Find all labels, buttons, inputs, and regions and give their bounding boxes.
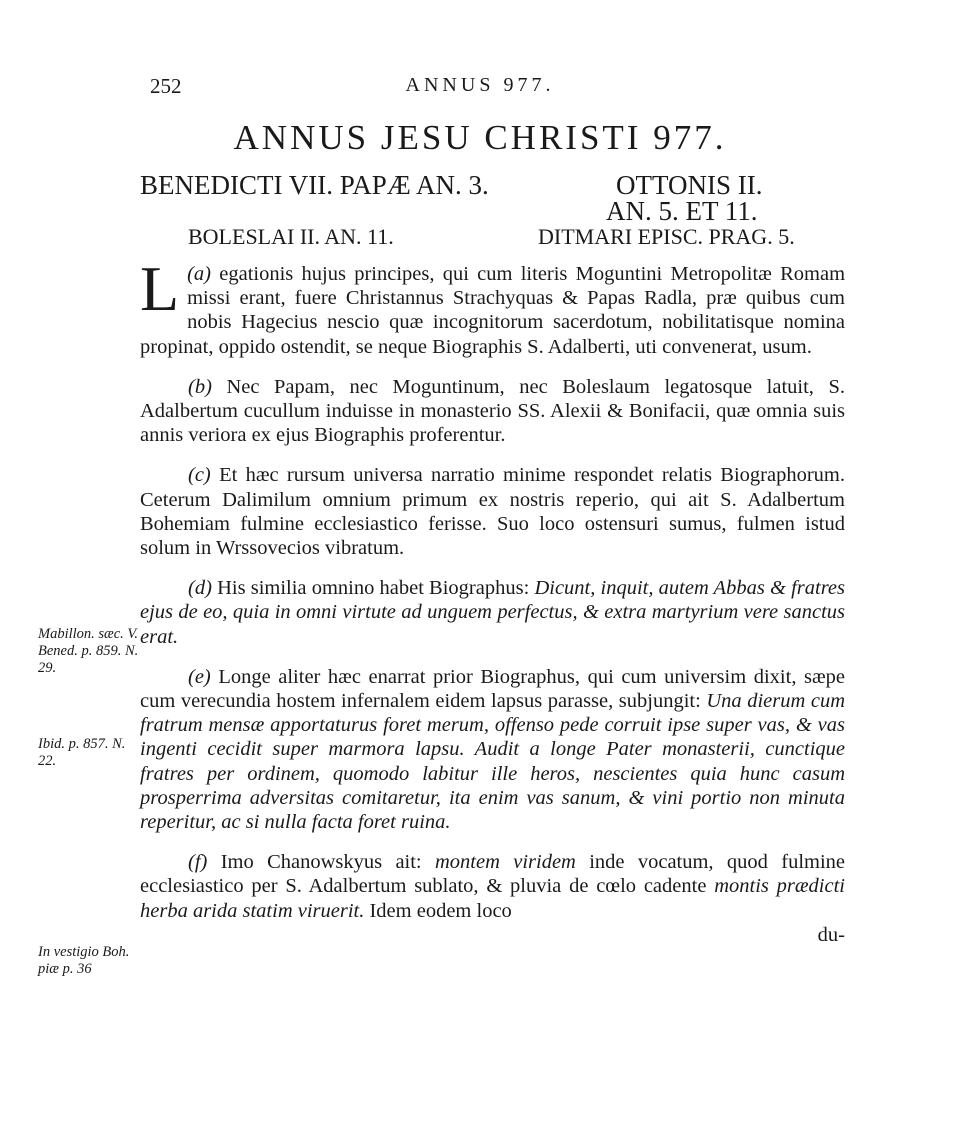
footnotes — [140, 253, 846, 947]
drop-cap: L — [140, 253, 180, 324]
note-text: inde vocatum, quod fulmine ecclesiastico per S. Adalbertum sublato, & pluvia de cœlo cadente — [140, 851, 845, 898]
note-mark: (a) — [187, 263, 211, 285]
note-e — [140, 665, 845, 834]
quoted-text: Dicunt, inquit, autem Abbas & fratres ejus de eo, quia in omni virtute ad unguem perfectus, & extra martyrium vere sanctus erat. — [140, 577, 846, 648]
quoted-text: montis prædicti herba arida statim viruerit. — [140, 875, 845, 922]
duke-regnal-year: BOLESLAI II. AN. 11. — [188, 224, 394, 249]
note-mark: (f) — [188, 851, 208, 874]
page-number: 252 — [150, 74, 182, 98]
note-text: Longe aliter hæc enarrat prior Biographus, qui cum universim dixit, sæpe cum verecundia hostem infernalem eidem lapsus parasse, subjungit: — [140, 665, 845, 713]
margin-note-d: Mabillon. sæc. V. Bened. p. 859. N. 29. — [38, 626, 139, 676]
note-text: Idem eodem loco — [369, 899, 512, 922]
running-title: ANNUS 977. — [405, 74, 555, 96]
page-title: ANNUS JESU CHRISTI 977. — [233, 118, 727, 157]
note-text: egationis hujus principes, qui cum literis Moguntini Metropolitæ Romam missi erant, fuere Christannus Strachyquas & Papas Radla, præ quibus cum nobis Hagecius nescio quæ incognitorum sacerdotum, nobilitatisque nomina propinat, oppido ostendit, se neque Biographis S. Adalberti, uti convenerat, usum. — [140, 263, 846, 358]
note-mark: (e) — [188, 665, 211, 688]
note-text: Et hæc rursum universa narratio minime respondet relatis Biographorum. Ceterum Dalimilum omnium primum ex nostris reperio, qui ait S. Adalbertum Bohemiam fulmine ecclesiastico ferisse. Suo loco ostensuri sumus, fulmen istud solum in Wrssovecios vibratum. — [140, 464, 845, 560]
note-d — [140, 576, 845, 649]
note-c — [140, 463, 845, 560]
bishop-regnal-year: DITMARI EPISC. PRAG. 5. — [538, 224, 795, 249]
quoted-text: montem viridem — [434, 851, 576, 874]
note-text: His similia omnino habet Biographus: — [217, 577, 530, 600]
note-text: Imo Chanowskyus ait: — [220, 851, 422, 874]
margin-note-f: In vestigio Boh. piæ p. 36 — [38, 944, 130, 977]
note-text: Nec Papam, nec Moguntinum, nec Boleslaum legatosque latuit, S. Adalbertum cucullum induisse in monasterio SS. Alexii & Bonifacii, quæ omnia suis annis veriora ex ejus Biographis proferentur. — [140, 375, 846, 447]
margin-note-e: Ibid. p. 857. N. 22. — [38, 736, 126, 769]
note-f — [140, 850, 845, 923]
note-a — [140, 253, 846, 359]
running-head — [0, 74, 960, 104]
emperor-name: OTTONIS II. — [616, 170, 763, 200]
note-mark: (b) — [188, 375, 212, 398]
note-b — [140, 375, 845, 448]
catchword: du- — [817, 923, 845, 946]
pope-regnal-year: BENEDICTI VII. PAPÆ AN. 3. — [140, 170, 489, 200]
quoted-text: Una dierum cum fratrum mensæ apportaturus foret merum, offenso pede corruit ipse super vas, & vas ingenti cecidit super marmora lapsu. Audit a longe Pater monasterii, cunctique fratres per ordinem, quomodo labitur ille heros, nescientes quia hunc casum prosperrima adversitas comitaretur, ita enim vas sanum, & vini portio non minuta reperitur, ac si nulla facta foret ruina. — [140, 690, 845, 834]
emperor-regnal-year: AN. 5. ET 11. — [606, 196, 758, 226]
note-mark: (c) — [188, 464, 211, 487]
note-mark: (d) — [188, 577, 212, 600]
